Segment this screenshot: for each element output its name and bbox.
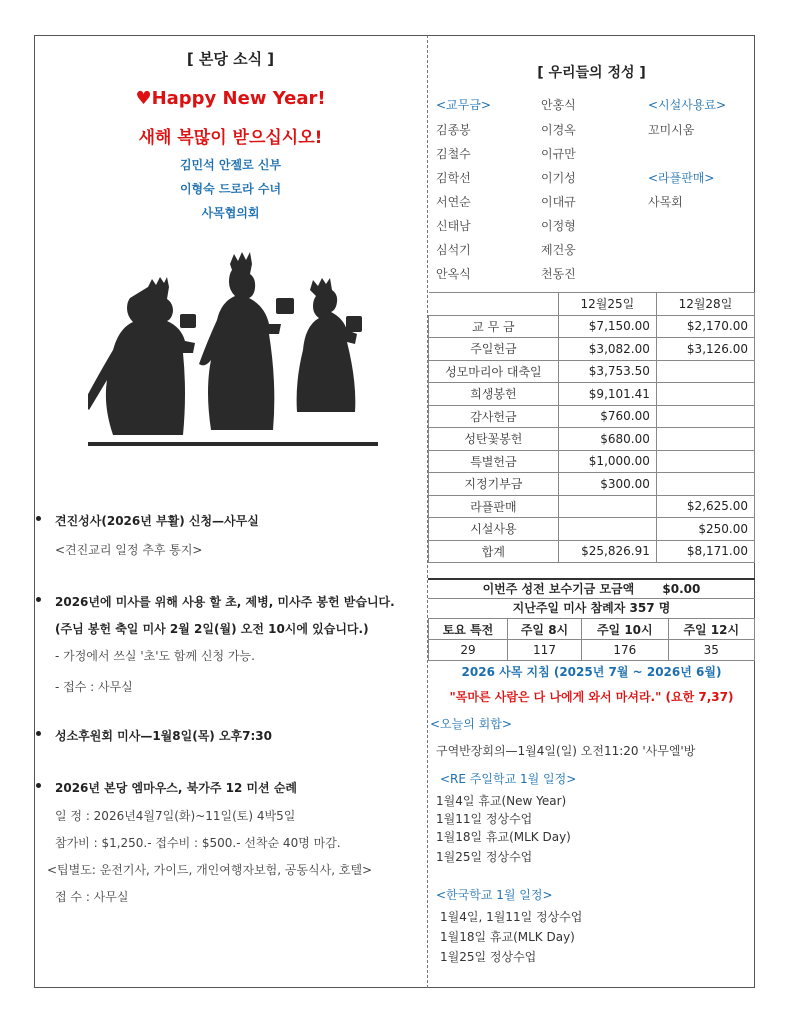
donor-name: 이대규 bbox=[541, 195, 576, 209]
attendance-value: 117 bbox=[507, 640, 581, 661]
bullet-title: 견진성사(2026년 부활) 신청—사무실 bbox=[55, 514, 259, 528]
finance-row bbox=[429, 405, 755, 428]
finance-row bbox=[429, 518, 755, 541]
finance-row bbox=[429, 338, 755, 361]
facility-header: <시설사용료> bbox=[648, 98, 727, 112]
bullet-line: <팁별도: 운전기사, 가이드, 개인여행자보험, 공동식사, 호텔> bbox=[47, 863, 373, 877]
bullet-dot bbox=[36, 516, 41, 521]
greeting-ko: 새해 복많이 받으십시오! bbox=[138, 128, 323, 148]
bullet-line: 접 수 : 사무실 bbox=[55, 890, 129, 904]
finance-label: 시설사용 bbox=[429, 518, 559, 541]
attendance-header: 주일 12시 bbox=[668, 619, 754, 640]
bullet-vocation-mass bbox=[55, 727, 425, 744]
repair-fund-label: 이번주 성전 보수기금 모금액 bbox=[482, 582, 635, 596]
korean-school-line: 1월18일 휴교(MLK Day) bbox=[440, 930, 575, 944]
bullet-line: - 접수 : 사무실 bbox=[55, 680, 133, 694]
raffle-name: 사목회 bbox=[648, 195, 683, 209]
three-kings-silhouette bbox=[88, 252, 378, 452]
bullet-dot bbox=[36, 597, 41, 602]
finance-value: $8,171.00 bbox=[656, 540, 754, 563]
finance-value bbox=[656, 428, 754, 451]
finance-row bbox=[429, 428, 755, 451]
left-title: [ 본당 소식 ] bbox=[186, 50, 275, 68]
signer-priest: 김민석 안젤로 신부 bbox=[179, 158, 282, 172]
finance-col-header: 12월25일 bbox=[558, 293, 656, 316]
finance-row bbox=[429, 360, 755, 383]
bullet-line: 참가비 : $1,250.- 접수비 : $500.- 선착순 40명 마감. bbox=[55, 836, 341, 850]
bullet-line: - 가정에서 쓰실 '초'도 함께 신청 가능. bbox=[55, 649, 255, 663]
attendance-header: 주일 8시 bbox=[507, 619, 581, 640]
bullet-dot bbox=[36, 731, 41, 736]
finance-label: 성탄꽃봉헌 bbox=[429, 428, 559, 451]
finance-value: $760.00 bbox=[558, 405, 656, 428]
donor-name: 이기성 bbox=[541, 171, 576, 185]
finance-label: 지정기부금 bbox=[429, 473, 559, 496]
re-line: 1월25일 정상수업 bbox=[436, 850, 533, 864]
donor-name: 이경옥 bbox=[541, 123, 576, 137]
finance-label: 희생봉헌 bbox=[429, 383, 559, 406]
signer-sister: 이형숙 드로라 수녀 bbox=[179, 182, 282, 196]
right-title: [ 우리들의 정성 ] bbox=[537, 65, 646, 81]
donor-name: 김학선 bbox=[436, 171, 471, 185]
finance-row bbox=[429, 450, 755, 473]
finance-corner bbox=[429, 293, 559, 316]
re-header: <RE 주일학교 1월 일정> bbox=[440, 772, 577, 786]
donor-name: 김철수 bbox=[436, 147, 471, 161]
bullet-line: (주님 봉헌 축일 미사 2월 2일(월) 오전 10시에 있습니다.) bbox=[55, 622, 369, 636]
finance-value: $3,126.00 bbox=[656, 338, 754, 361]
greeting-en: ♥Happy New Year! bbox=[135, 88, 326, 109]
bullet-title: 2026년에 미사를 위해 사용 할 초, 제병, 미사주 봉헌 받습니다. bbox=[55, 595, 395, 609]
finance-row bbox=[429, 315, 755, 338]
finance-table bbox=[428, 292, 755, 563]
attendance-header: 주일 10시 bbox=[582, 619, 668, 640]
korean-school-header: <한국학교 1월 일정> bbox=[436, 888, 553, 902]
finance-value: $7,150.00 bbox=[558, 315, 656, 338]
finance-value bbox=[656, 360, 754, 383]
attendance-title: 지난주일 미사 참례자 357 명 bbox=[428, 598, 755, 618]
finance-label: 주일헌금 bbox=[429, 338, 559, 361]
bullet-title: 성소후원회 미사—1월8일(목) 오후7:30 bbox=[55, 729, 272, 743]
donor-name: 안홍식 bbox=[541, 98, 576, 112]
meeting-header: <오늘의 회합> bbox=[430, 717, 512, 731]
bullet-dot bbox=[36, 783, 41, 788]
donor-name: 신태남 bbox=[436, 219, 471, 233]
finance-value bbox=[558, 495, 656, 518]
attendance-value: 35 bbox=[668, 640, 754, 661]
finance-label: 합계 bbox=[429, 540, 559, 563]
finance-value: $3,753.50 bbox=[558, 360, 656, 383]
finance-label: 감사헌금 bbox=[429, 405, 559, 428]
attendance-header: 토요 특전 bbox=[429, 619, 508, 640]
finance-value bbox=[558, 518, 656, 541]
finance-value bbox=[656, 405, 754, 428]
donor-name: 김종봉 bbox=[436, 123, 471, 137]
finance-row bbox=[429, 473, 755, 496]
re-line: 1월18일 휴교(MLK Day) bbox=[436, 830, 571, 844]
finance-value: $1,000.00 bbox=[558, 450, 656, 473]
finance-value: $25,826.91 bbox=[558, 540, 656, 563]
finance-value: $2,170.00 bbox=[656, 315, 754, 338]
finance-value: $9,101.41 bbox=[558, 383, 656, 406]
finance-value: $2,625.00 bbox=[656, 495, 754, 518]
attendance-value: 29 bbox=[429, 640, 508, 661]
bullet-line: <견진교리 일정 추후 통지> bbox=[55, 543, 203, 557]
facility-name: 꼬미시움 bbox=[648, 123, 695, 137]
meeting-line: 구역반장회의—1월4일(일) 오전11:20 '사무엘'방 bbox=[436, 744, 696, 758]
heart-icon: ♥ bbox=[135, 88, 152, 109]
bullet-line: 일 정 : 2026년4월7일(화)~11일(토) 4박5일 bbox=[55, 809, 296, 823]
finance-row bbox=[429, 495, 755, 518]
donation-header: <교무금> bbox=[436, 98, 491, 112]
finance-value: $3,082.00 bbox=[558, 338, 656, 361]
donor-name: 서연순 bbox=[436, 195, 471, 209]
donor-name: 심석기 bbox=[436, 243, 471, 257]
donor-name: 제건웅 bbox=[541, 243, 576, 257]
finance-value bbox=[656, 473, 754, 496]
motto-title: 2026 사목 지침 (2025년 7월 ~ 2026년 6월) bbox=[461, 665, 722, 679]
re-line: 1월11일 정상수업 bbox=[436, 812, 533, 826]
bullet-candles bbox=[55, 593, 425, 695]
attendance-value: 176 bbox=[582, 640, 668, 661]
finance-label: 성모마리아 대축일 bbox=[429, 360, 559, 383]
finance-value bbox=[656, 383, 754, 406]
re-line: 1월4일 휴교(New Year) bbox=[436, 794, 567, 808]
bullet-emmaus bbox=[47, 779, 425, 905]
signer-council: 사목협의회 bbox=[201, 206, 260, 220]
finance-total-row bbox=[429, 540, 755, 563]
repair-fund-row bbox=[428, 578, 755, 599]
korean-school-line: 1월25일 정상수업 bbox=[440, 950, 537, 964]
bullet-confirmation bbox=[55, 512, 425, 558]
finance-label: 교 무 금 bbox=[429, 315, 559, 338]
bullet-title: 2026년 본당 엠마우스, 북가주 12 미션 순례 bbox=[55, 781, 298, 795]
attendance-value-row bbox=[429, 640, 755, 661]
donor-name: 안옥식 bbox=[436, 267, 471, 281]
attendance-header-row bbox=[429, 619, 755, 640]
donor-name: 천동진 bbox=[541, 267, 576, 281]
finance-header-row bbox=[429, 293, 755, 316]
raffle-header: <라플판매> bbox=[648, 171, 715, 185]
finance-label: 라플판매 bbox=[429, 495, 559, 518]
korean-school-line: 1월4일, 1월11일 정상수업 bbox=[440, 910, 583, 924]
motto-quote: "목마른 사람은 다 나에게 와서 마셔라." (요한 7,37) bbox=[449, 690, 734, 704]
donor-name: 이규만 bbox=[541, 147, 576, 161]
finance-col-header: 12월28일 bbox=[656, 293, 754, 316]
finance-value: $300.00 bbox=[558, 473, 656, 496]
finance-value: $250.00 bbox=[656, 518, 754, 541]
finance-value bbox=[656, 450, 754, 473]
repair-fund-value: $0.00 bbox=[662, 582, 701, 596]
finance-label: 특별헌금 bbox=[429, 450, 559, 473]
finance-value: $680.00 bbox=[558, 428, 656, 451]
donor-name: 이정형 bbox=[541, 219, 576, 233]
finance-row bbox=[429, 383, 755, 406]
attendance-table bbox=[428, 618, 755, 661]
